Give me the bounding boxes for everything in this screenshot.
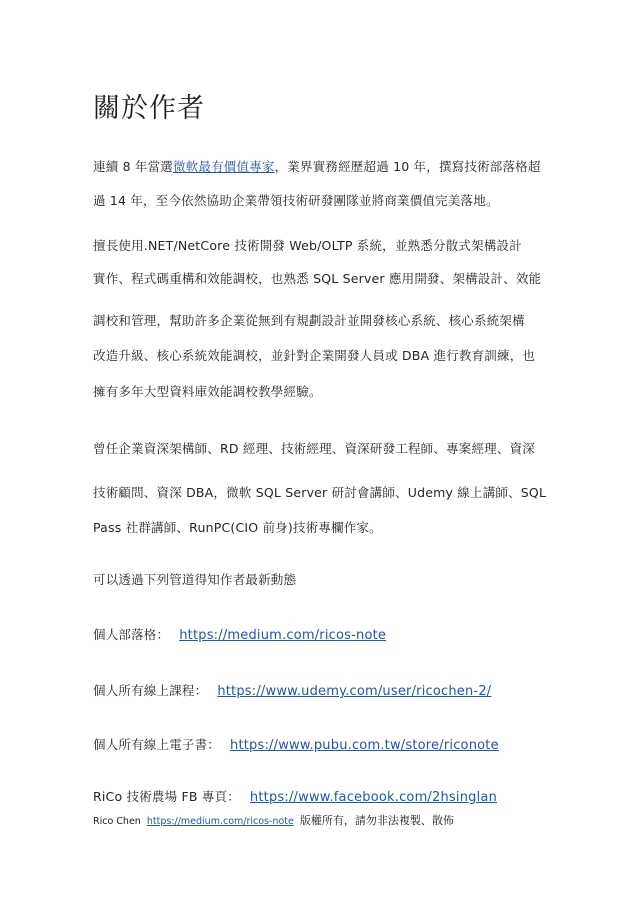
- paragraph-line: Pass 社群講師、RunPC(CIO 前身)技術專欄作家。: [93, 520, 382, 535]
- paragraph-line: 擅長使用.NET/NetCore 技術開發 Web/OLTP 系統，並熟悉分散式架構設計: [93, 238, 522, 253]
- courses-label: 個人所有線上課程：: [93, 683, 208, 698]
- footer-rights: 版權所有，請勿非法複製、散佈: [299, 814, 454, 827]
- facebook-link[interactable]: https://www.facebook.com/2hsinglan: [249, 790, 498, 805]
- intro-prefix: 連續 8 年當選: [93, 159, 173, 174]
- footer: [93, 812, 454, 828]
- page-title: 關於作者: [93, 93, 205, 124]
- ebooks-link[interactable]: https://www.pubu.com.tw/store/riconote: [230, 738, 499, 753]
- courses-link-row: [93, 681, 491, 699]
- intro-suffix: ，業界實務經歷超過 10 年，撰寫技術部落格超: [274, 159, 541, 174]
- facebook-link-row: [93, 787, 497, 805]
- blog-link[interactable]: https://medium.com/ricos-note: [179, 628, 387, 643]
- intro-line: [93, 157, 541, 175]
- footer-author: Rico Chen: [93, 816, 141, 827]
- blog-link-row: [93, 625, 386, 643]
- blog-label: 個人部落格：: [93, 627, 170, 642]
- mvp-link[interactable]: 微軟最有價值專家: [173, 159, 275, 174]
- paragraph-line: 實作、程式碼重構和效能調校，也熟悉 SQL Server 應用開發、架構設計、效能: [93, 271, 542, 286]
- courses-link[interactable]: https://www.udemy.com/user/ricochen-2/: [217, 684, 492, 699]
- paragraph-line: 改造升級、核心系統效能調校，並針對企業開發人員或 DBA 進行教育訓練，也: [93, 348, 536, 363]
- paragraph-line: 技術顧問、資深 DBA，微軟 SQL Server 研討會講師、Udemy 線上講師、SQL: [93, 485, 547, 500]
- ebooks-link-row: [93, 735, 499, 753]
- paragraph-line: 擁有多年大型資料庫效能調校教學經驗。: [93, 384, 322, 399]
- footer-link[interactable]: https://medium.com/ricos-note: [146, 816, 294, 827]
- ebooks-label: 個人所有線上電子書：: [93, 737, 221, 752]
- facebook-label: RiCo 技術農場 FB 專頁：: [93, 789, 240, 804]
- paragraph-line: 過 14 年，至今依然協助企業帶領技術研發團隊並將商業價值完美落地。: [93, 193, 499, 208]
- paragraph-line: 調校和管理，幫助許多企業從無到有規劃設計並開發核心系統、核心系統架構: [93, 313, 525, 328]
- paragraph-line: 曾任企業資深架構師、RD 經理、技術經理、資深研發工程師、專案經理、資深: [93, 441, 535, 456]
- paragraph-line: 可以透過下列管道得知作者最新動態: [93, 572, 297, 587]
